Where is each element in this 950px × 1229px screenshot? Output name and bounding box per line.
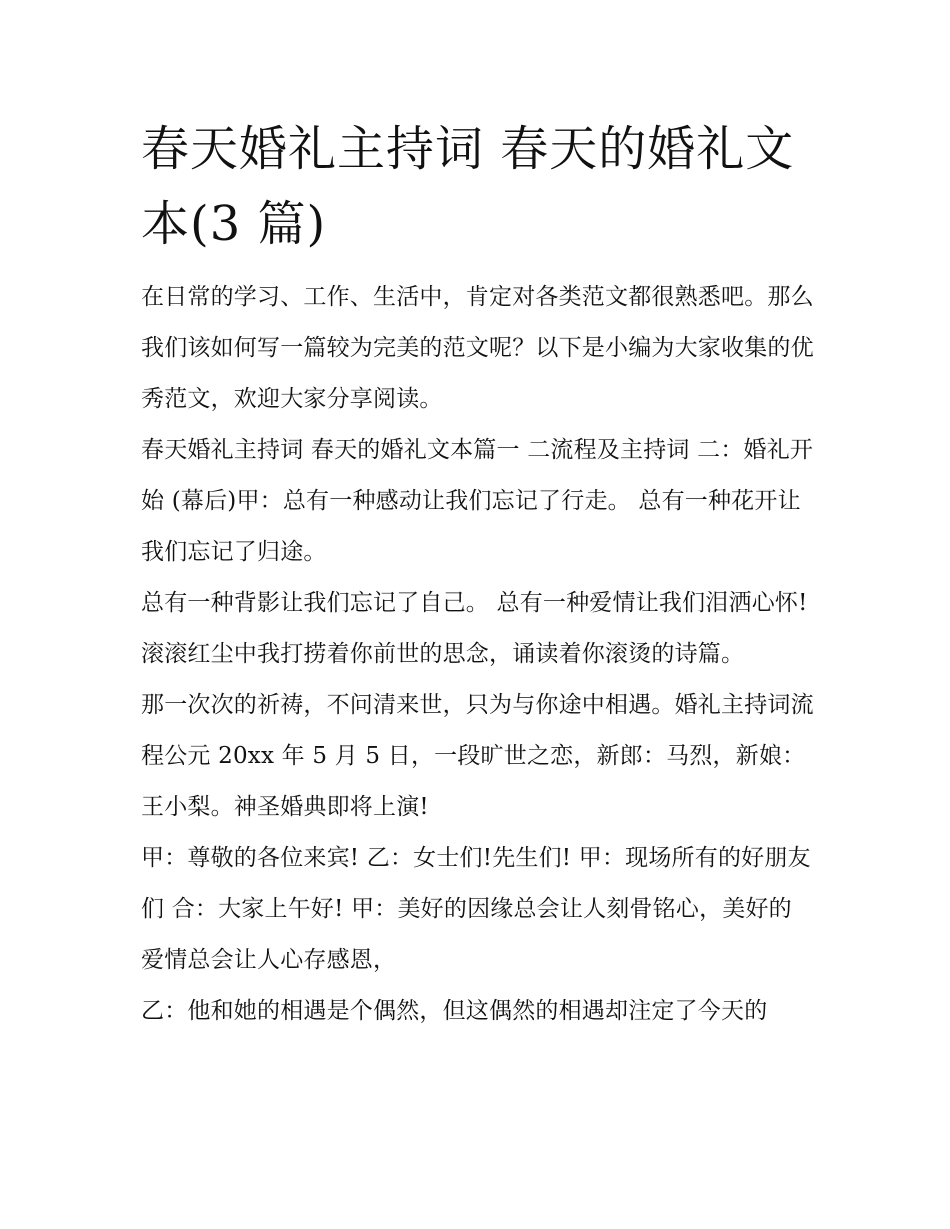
paragraph-list: [141, 272, 815, 1037]
paragraph: 甲：尊敬的各位来宾! 乙：女士们!先生们! 甲：现场所有的好朋友们 合：大家上午好! 甲：美好的因缘总会让人刻骨铭心，美好的爱情总会让人心存感恩，: [141, 845, 811, 973]
paragraph: 乙：他和她的相遇是个偶然，但这偶然的相遇却注定了今天的: [141, 998, 768, 1024]
document-title: 春天婚礼主持词 春天的婚礼文本(3 篇): [141, 121, 795, 252]
paragraph: 春天婚礼主持词 春天的婚礼文本篇一 二流程及主持词 二：婚礼开始 (幕后)甲：总有一种感动让我们忘记了行走。 总有一种花开让我们忘记了归途。: [141, 437, 814, 565]
document-body: [141, 112, 815, 1037]
paragraph: 那一次次的祈祷，不问清来世，只为与你途中相遇。婚礼主持词流程公元 20xx 年 5 月 5 日，一段旷世之恋，新郎：马烈，新娘：王小梨。神圣婚典即将上演!: [141, 692, 814, 820]
paragraph: 在日常的学习、工作、生活中，肯定对各类范文都很熟悉吧。那么我们该如何写一篇较为完美的范文呢？以下是小编为大家收集的优秀范文，欢迎大家分享阅读。: [141, 284, 814, 412]
paragraph: 总有一种背影让我们忘记了自己。 总有一种爱情让我们泪洒心怀! 滚滚红尘中我打捞着你前世的思念，诵读着你滚烫的诗篇。: [141, 590, 808, 667]
